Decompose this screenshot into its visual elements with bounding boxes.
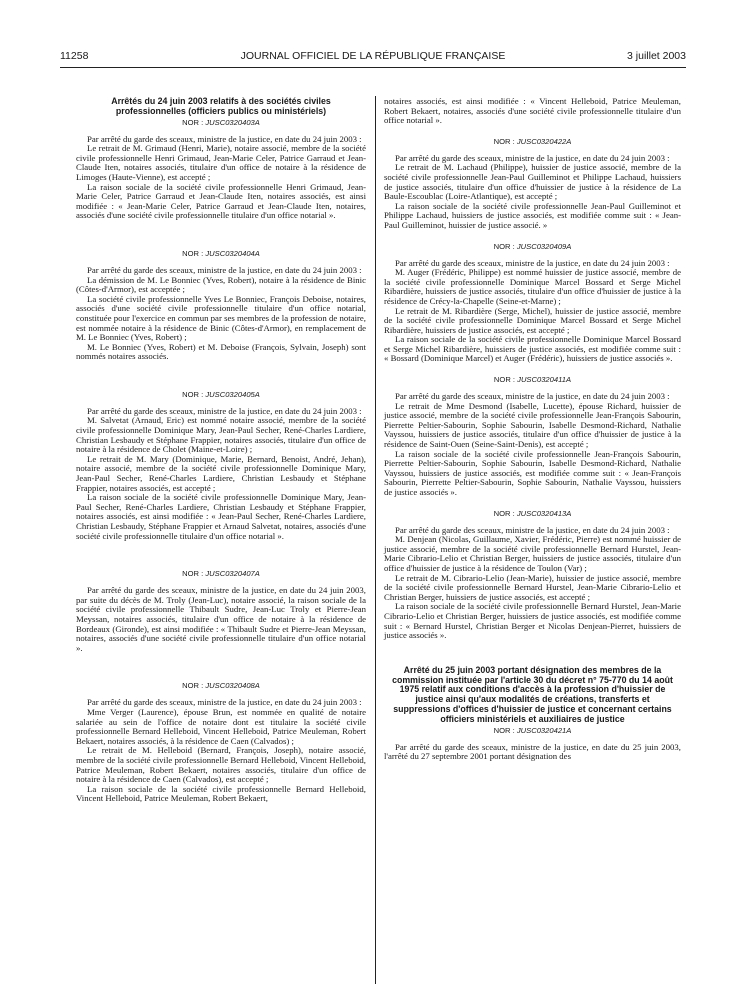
- paragraph: Par arrêté du garde des sceaux, ministre de la justice, en date du 24 juin 2003 :: [87, 697, 362, 708]
- paragraph: Le retrait de M. Lachaud (Philippe), huissier de justice associé, membre de la société civile professionnelle Jean-Paul Guilleminot et Philippe Lachaud, huissiers de justice associés, titulaire d'un office d'huissier de justice à la résidence de La Baule-Escoublac (Loire-Atlantique), est accepté ;: [384, 162, 681, 202]
- right-column: [384, 97, 681, 762]
- nor-label: NOR :: [182, 117, 204, 127]
- paragraph: Le retrait de M. Ribardière (Serge, Michel), huissier de justice associé, membre de la société civile professionnelle Dominique Marcel Bossard et Serge Michel Ribardière, huissiers de justice associés, est accepté ;: [384, 305, 681, 335]
- paragraph: Le retrait de Mme Desmond (Isabelle, Lucette), épouse Richard, huissier de justice associé, membre de la société civile professionnelle Jean-François Sabourin, Pierrette Peltier-Sabourin, Sophie Sabourin, Isabelle Desmond-Richard, Nathalie Vayssou, huissiers de justice associés, titulaire d'un office d'huissier de justice à la résidence de Saint-Ouen (Seine-Saint-Denis), est accepté ;: [384, 400, 681, 450]
- nor-reference: [76, 249, 366, 259]
- journal-title: JOURNAL OFFICIEL DE LA RÉPUBLIQUE FRANÇAISE: [240, 50, 506, 62]
- paragraph: Le retrait de M. Mary (Dominique, Marie, Bernard, Benoist, André, Jehan), notaire associé, membre de la société civile professionnelle Dominique Mary, Jean-Paul Secher, René-Charles Lardiere, Christian Lesbaudy et Stéphane Frappier, notaires associés, est accepté ;: [76, 453, 366, 493]
- paragraph: Par arrêté du garde des sceaux, ministre de la justice, en date du 24 juin 2003 :: [395, 152, 670, 163]
- paragraph: La raison sociale de la société civile professionnelle Jean-Paul Guilleminot et Philippe Lachaud, huissiers de justice associés, est modifiée comme suit : « Jean-Paul Guilleminot, huissier de justice associé. »: [384, 200, 681, 230]
- paragraph: La raison sociale de la société civile professionnelle Dominique Mary, Jean-Paul Secher, René-Charles Lardiere, Christian Lesbaudy et Stéphane Frappier, notaires associés, est ainsi modifiée : « Jean-Paul Secher, René-Charles Lardiere, Christian Lesbaudy, Stéphane Frappier et Arnaud Salvetat, notaires, associés d'une société civile professionnelle titulaire d'un office notarial ».: [76, 492, 366, 541]
- paragraph: Par arrêté du garde des sceaux, ministre de la justice, en date du 25 juin 2003, l'arrêté du 27 septembre 2001 portant désignation des: [384, 741, 681, 762]
- nor-label: NOR :: [182, 248, 204, 258]
- paragraph: Le retrait de M. Helleboid (Bernard, François, Joseph), notaire associé, membre de la société civile professionnelle Bernard Helleboid, Vincent Helleboid, Patrice Meuleman, Robert Bekaert, notaires associés, titulaire d'un office de notaire à la résidence de Caen (Calvados), est accepté ;: [76, 745, 366, 785]
- paragraph: Par arrêté du garde des sceaux, ministre de la justice, en date du 24 juin 2003 :: [395, 524, 670, 535]
- nor-label: NOR :: [182, 389, 204, 399]
- paragraph: M. Denjean (Nicolas, Guillaume, Xavier, Frédéric, Pierre) est nommé huissier de justice associé, membre de la société civile professionnelle Bernard Hurstel, Jean-Marie Cibrario-Lelio et Christian Berger, huissiers de justice associés, titulaire d'un office d'huissier de justice à la résidence de Toulon (Var) ;: [384, 534, 681, 573]
- nor-code: JUSC0320409A: [516, 241, 572, 251]
- nor-reference: [384, 509, 681, 519]
- paragraph: M. Salvetat (Arnaud, Eric) est nommé notaire associé, membre de la société civile professionnelle Dominique Mary, Jean-Paul Secher, René-Charles Lardiere, Christian Lesbaudy et Stéphane Frappier, notaires associés, titulaire d'un office de notaire à la résidence de Cholet (Maine-et-Loire) ;: [76, 415, 366, 455]
- nor-label: NOR :: [493, 136, 515, 146]
- nor-reference: [384, 137, 681, 147]
- paragraph: Par arrêté du garde des sceaux, ministre de la justice, en date du 24 juin 2003 :: [87, 264, 362, 275]
- nor-code: JUSC0320413A: [516, 508, 572, 518]
- header-rule: [60, 67, 686, 68]
- paragraph: Par arrêté du garde des sceaux, ministre de la justice, en date du 24 juin 2003 :: [395, 391, 670, 402]
- nor-code: JUSC0320408A: [205, 681, 260, 691]
- paragraph: La démission de M. Le Bonniec (Yves, Robert), notaire à la résidence de Binic (Côtes-d'Armor), est acceptée ;: [76, 274, 366, 295]
- paragraph: Par arrêté du garde des sceaux, ministre de la justice, en date du 24 juin 2003, par suite du décès de M. Troly (Jean-Luc), notaire associé, la raison sociale de la société civile professionnelle Thibault Sudre, Jean-Luc Troly et Pierre-Jean Meyssan, notaires associés, titulaire d'un office de notaire à la résidence de Bordeaux (Gironde), est ainsi modifiée : « Thibault Sudre et Pierre-Jean Meyssan, notaires, associés d'une société civile professionnelle titulaire d'un office notarial ».: [76, 585, 366, 653]
- page-number: 11258: [60, 50, 89, 62]
- nor-code: JUSC0320403A: [205, 117, 260, 127]
- paragraph: notaires associés, est ainsi modifiée : « Vincent Helleboid, Patrice Meuleman, Robert Bekaert, notaires, associés d'une société civile professionnelle titulaire d'un office notarial ».: [384, 96, 681, 126]
- paragraph: M. Le Bonniec (Yves, Robert) et M. Deboise (François, Sylvain, Joseph) sont nommés notaires associés.: [76, 341, 366, 362]
- issue-date: 3 juillet 2003: [627, 50, 686, 62]
- nor-code: JUSC0320422A: [516, 136, 572, 146]
- nor-label: NOR :: [493, 375, 516, 385]
- paragraph: Mme Verger (Laurence), épouse Brun, est nommée en qualité de notaire salariée au sein de l'office de notaire dont est titulaire la société civile professionnelle Bernard Helleboid, Vincent Helleboid, Patrice Meuleman, Robert Bekaert, notaires associés, à la résidence de Caen (Calvados) ;: [76, 706, 366, 746]
- paragraph: La raison sociale de la société civile professionnelle Bernard Helleboid, Vincent Helleboid, Patrice Meuleman, Robert Bekaert,: [76, 783, 366, 804]
- nor-code: JUSC0320405A: [205, 389, 260, 399]
- nor-reference: [76, 569, 366, 579]
- paragraph: Par arrêté du garde des sceaux, ministre de la justice, en date du 24 juin 2003 :: [87, 133, 362, 144]
- paragraph: La société civile professionnelle Yves Le Bonniec, François Deboise, notaires, associés d'une société civile professionnelle titulaire d'un office notarial, constituée pour l'exercice en commun par ses membres de la profession de notaire, est nommée notaire à la résidence de Binic (Côtes-d'Armor), en remplacement de M. Le Bonniec (Yves, Robert) ;: [76, 293, 366, 343]
- paragraph: Par arrêté du garde des sceaux, ministre de la justice, en date du 24 juin 2003 :: [87, 405, 362, 416]
- nor-code: JUSC0320404A: [205, 248, 260, 258]
- nor-reference: [76, 681, 366, 691]
- nor-reference: [384, 375, 681, 385]
- paragraph: Le retrait de M. Cibrario-Lelio (Jean-Marie), huissier de justice associé, membre de la société civile professionnelle Bernard Hurstel, Jean-Marie Cibrario-Lelio et Christian Berger, huissiers de justice associés, est accepté ;: [384, 572, 681, 602]
- nor-reference: [76, 390, 366, 400]
- page-header: [60, 50, 686, 66]
- nor-reference: [384, 242, 681, 252]
- nor-reference: [384, 726, 681, 736]
- paragraph: La raison sociale de la société civile professionnelle Bernard Hurstel, Jean-Marie Cibrario-Lelio et Christian Berger, huissiers de justice associés, est modifiée comme suit : « Bernard Hurstel, Christian Berger et Nicolas Denjean-Pierret, huissiers de justice associés ».: [384, 601, 681, 641]
- nor-code: JUSC0320411A: [517, 375, 572, 385]
- paragraph: Le retrait de M. Grimaud (Henri, Marie), notaire associé, membre de la société civile professionnelle Henri Grimaud, Jean-Marie Celer, Patrice Garraud et Jean-Claude Iten, notaires associés, titulaire d'un office de notaire à la résidence de Limoges (Haute-Vienne), est accepté ;: [76, 143, 366, 182]
- paragraph: La raison sociale de la société civile professionnelle Jean-François Sabourin, Pierrette Peltier-Sabourin, Sophie Sabourin, Isabelle Desmond-Richard, Nathalie Vayssou, huissiers de justice associés, est modifiée comme suit : « Jean-François Sabourin, Pierrette Peltier-Sabourin, Sophie Sabourin, Nathalie Vayssou, huissiers de justice associés ».: [384, 448, 681, 497]
- nor-label: NOR :: [182, 681, 204, 691]
- paragraph: La raison sociale de la société civile professionnelle Dominique Marcel Bossard et Serge Michel Ribardière, huissiers de justice associés, est modifiée comme suit : « Bossard (Dominique Marcel) et Auger (Frédéric), huissiers de justice associés ».: [384, 334, 681, 364]
- nor-label: NOR :: [493, 508, 515, 518]
- nor-label: NOR :: [493, 241, 515, 251]
- nor-reference: [76, 118, 366, 128]
- paragraph: Par arrêté du garde des sceaux, ministre de la justice, en date du 24 juin 2003 :: [395, 257, 670, 268]
- paragraph: La raison sociale de la société civile professionnelle Henri Grimaud, Jean-Marie Celer, Patrice Garraud et Jean-Claude Iten, notaires associés, est ainsi modifiée : « Jean-Marie Celer, Patrice Garraud et Jean-Claude Iten, notaires, associés d'une société civile professionnelle titulaire d'un office notarial ».: [76, 181, 366, 221]
- nor-code: JUSC0320407A: [205, 569, 260, 579]
- nor-code: JUSC0320421A: [516, 725, 572, 735]
- section-title: Arrêtés du 24 juin 2003 relatifs à des sociétés civiles professionnelles (officiers publics ou ministériels): [111, 96, 331, 116]
- nor-label: NOR :: [493, 725, 515, 735]
- left-column: [76, 97, 366, 804]
- column-divider: [375, 96, 376, 984]
- section-title: Arrêté du 25 juin 2003 portant désignation des membres de la commission instituée par l'article 30 du décret n° 75-770 du 14 août 1975 relatif aux conditions d'accès à la profession d'huissier de justice ainsi qu'aux modalités de créations, transferts et suppressions d'offices d'huissier de justice et concernant certains officiers ministériels et auxiliaires de justice: [392, 664, 673, 724]
- paragraph: M. Auger (Frédéric, Philippe) est nommé huissier de justice associé, membre de la société civile professionnelle Dominique Marcel Bossard et Serge Michel Ribardière, huissiers de justice associés, titulaire d'un office d'huissier de justice à la résidence de Crécy-la-Chapelle (Seine-et-Marne) ;: [384, 267, 681, 306]
- nor-label: NOR :: [182, 569, 204, 579]
